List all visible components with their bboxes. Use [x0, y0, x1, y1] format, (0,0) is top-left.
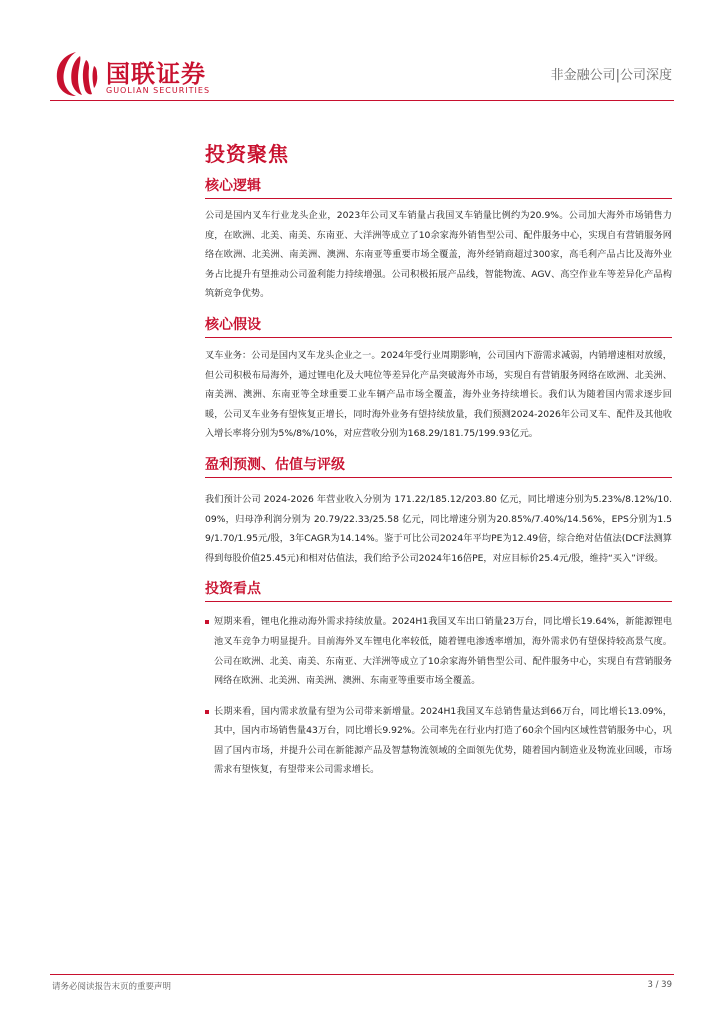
header-divider: [50, 100, 674, 101]
bullet-square-icon: [205, 710, 209, 714]
bullet-square-icon: [205, 620, 209, 624]
section-paragraph: 叉车业务：公司是国内叉车龙头企业之一。2024年受行业周期影响，公司国内下游需求减弱，内销增速相对放缓，但公司积极布局海外，通过锂电化及大吨位等差异化产品突破海外市场，实现自有营销服务网络在欧洲、北美洲、南美洲、澳洲、东南亚等全球重要工业车辆产品市场全覆盖，海外业务持续增长。我们认为随着国内需求逐步回暖，公司叉车业务有望恢复正增长，同时海外业务有望持续放量，我们预测2024-2026年公司叉车、配件及其他收入增长率将分别为5%/8%/10%，对应营收分别为168.29/181.75/199.93亿元。: [205, 349, 672, 440]
bullet-item: [205, 612, 672, 690]
footer-disclaimer: 请务必阅读报告末页的重要声明: [52, 982, 172, 992]
section-title: 核心逻辑: [205, 175, 672, 199]
report-category: 非金融公司|公司深度: [550, 68, 672, 83]
footer-divider: [50, 974, 674, 975]
section-paragraph: 公司是国内叉车行业龙头企业，2023年公司叉车销量占我国叉车销量比例约为20.9%。公司加大海外市场销售力度，在欧洲、北美、南美、东南亚、大洋洲等成立了10余家海外销售型公司、配件服务中心，实现自有营销服务网络在欧洲、北美洲、南美洲、澳洲、东南亚等重要市场全覆盖，海外经销商超过300家，高毛利产品占比及海外业务占比提升有望推动公司盈利能力持续增强。公司积极拓展产品线，智能物流、AGV、高空作业车等差异化产品构筑新竞争优势。: [205, 210, 672, 300]
main-content: [205, 138, 672, 790]
section-title: 盈利预测、估值与评级: [205, 454, 672, 478]
page-title: 投资聚焦: [205, 142, 289, 166]
bullet-text: 短期来看，锂电化推动海外需求持续放量。2024H1我国叉车出口销量23万台，同比增长19.64%，新能源锂电池叉车竞争力明显提升。目前海外叉车锂电化率较低，随着锂电渗透率增加，海外需求仍有望保持较高景气度。公司在欧洲、北美、南美、东南亚、大洋洲等成立了10余家海外销售型公司、配件服务中心，实现自有营销服务网络在欧洲、北美洲、南美洲、澳洲、东南亚等重要市场全覆盖。: [214, 616, 672, 687]
section-forecast-valuation: [205, 454, 672, 568]
guolian-logo-icon: [50, 48, 102, 98]
section-title: 核心假设: [205, 314, 672, 338]
section-paragraph: 我们预计公司 2024-2026 年营业收入分别为 171.22/185.12/203.80 亿元，同比增速分别为5.23%/8.12%/10.09%，归母净利润分别为 20.79/22.33/25.58 亿元，同比增速分别为20.85%/7.40%/14.56%，EPS分别为1.59/1.70/1.95元/股，3年CAGR为14.14%。鉴于可比公司2024年平均PE为12.49倍，综合绝对估值法(DCF法测算得到每股价值25.45元)和相对估值法，我们给予公司2024年16倍PE，对应目标价25.4元/股，维持“买入”评级。: [205, 493, 672, 564]
logo-text-cn: 国联证券: [106, 60, 206, 88]
section-core-logic: [205, 175, 672, 304]
bullet-item: [205, 702, 672, 780]
section-title: 投资看点: [205, 578, 672, 602]
section-core-assumptions: [205, 314, 672, 444]
page-number: 3 / 39: [647, 980, 672, 990]
page-header: [0, 0, 724, 110]
logo-text-en: GUOLIAN SECURITIES: [106, 86, 211, 95]
section-investment-highlights: [205, 578, 672, 780]
bullet-text: 长期来看，国内需求放量有望为公司带来新增量。2024H1我国叉车总销售量达到66万台，同比增长13.09%，其中，国内市场销售量43万台，同比增长9.92%。公司率先在行业内打造了60余个国内区域性营销服务中心，巩固了国内市场，并提升公司在新能源产品及智慧物流领域的全面领先优势，随着国内制造业及物流业回暖，市场需求有望恢复，有望带来公司需求增长。: [214, 705, 672, 776]
company-logo: [50, 48, 240, 98]
